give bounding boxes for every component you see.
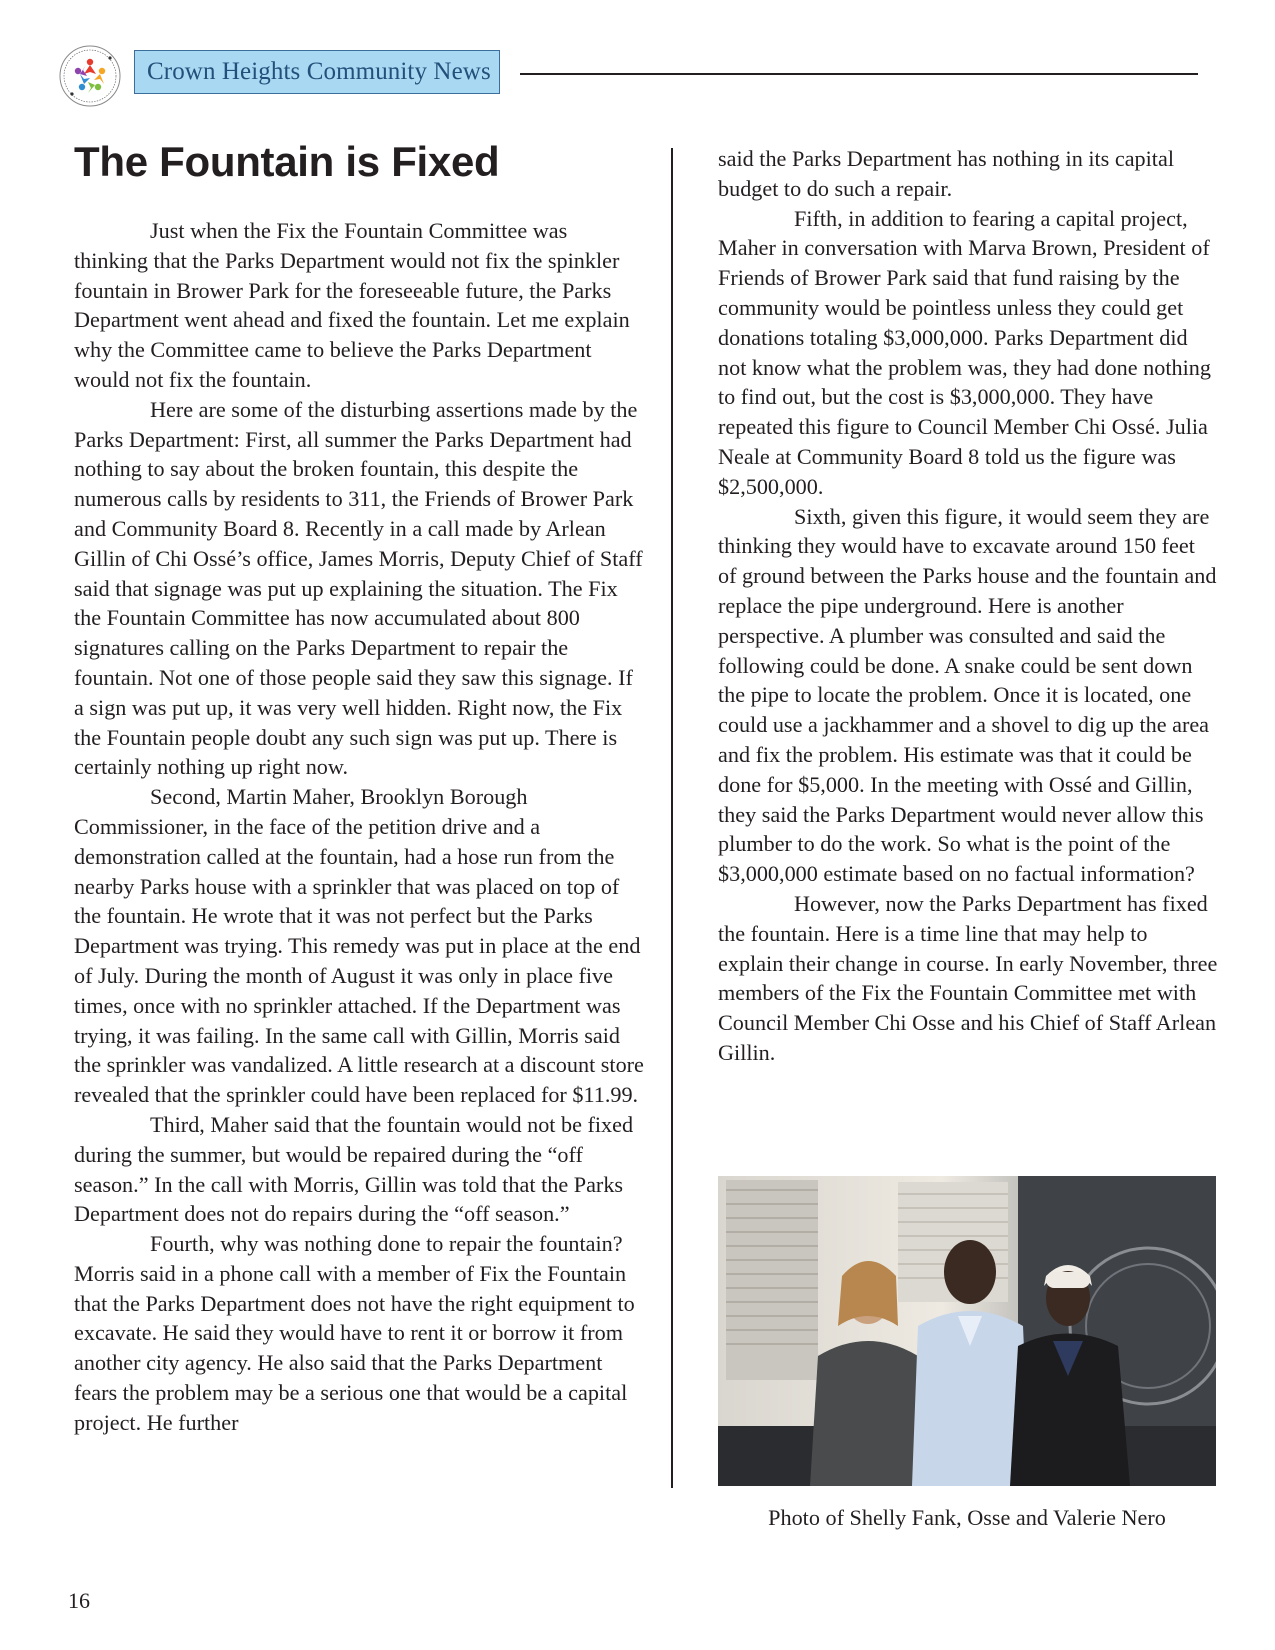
paragraph: Third, Maher said that the fountain would not be fixed during the summer, but would be repaired during the “off season.” In the call with Morris, Gillin was told that the Parks Department does not do repairs during the “off season.” xyxy=(74,1111,634,1227)
article-column-right xyxy=(718,144,1218,1068)
organization-logo xyxy=(58,44,122,108)
page-number: 16 xyxy=(68,1588,90,1613)
article-column-left xyxy=(74,216,646,1438)
paragraph: Fourth, why was nothing done to repair the fountain? Morris said in a phone call with a member of Fix the Fountain that the Parks Department does not have the right equipment to excavate. He said they would have to rent it or borrow it from another city agency. He also said that the Parks Department fears the problem may be a serious one that would be a capital project. He further xyxy=(74,1231,635,1435)
paragraph: Fifth, in addition to fearing a capital project, Maher in conversation with Marva Brown, President of Friends of Brower Park said that fund raising by the community would be pointless unless they could get donations totaling $3,000,000. Parks Department did not know what the problem was, they had done nothing to find out, but the cost is $3,000,000. They have repeated this figure to Council Member Chi Ossé. Julia Neale at Community Board 8 told us the figure was $2,500,000. xyxy=(718,205,1211,499)
paragraph: However, now the Parks Department has fixed the fountain. Here is a time line that may help to explain their change in course. In early November, three members of the Fix the Fountain Committee met with Council Member Chi Osse and his Chief of Staff Arlean Gillin. xyxy=(718,890,1218,1065)
paragraph: Just when the Fix the Fountain Committee was thinking that the Parks Department would not fix the spinkler fountain in Brower Park for the foreseeable future, the Parks Department went ahead and fixed the fountain. Let me explain why the Committee came to believe the Parks Department would not fix the fountain. xyxy=(74,218,630,392)
paragraph: Here are some of the disturbing assertions made by the Parks Department: First, all summer the Parks Department had nothing to say about the broken fountain, this despite the numerous calls by residents to 311, the Friends of Brower Park and Community Board 8. Recently in a call made by Arlean Gillin of Chi Ossé’s office, James Morris, Deputy Chief of Staff said that signage was put up explaining the situation. The Fix the Fountain Committee has now accumulated about 800 signatures calling on the Parks Department to repair the fountain. Not one of those people said they saw this signage. If a sign was put up, it was very well hidden. Right now, the Fix the Fountain people doubt any such sign was put up. There is certainly nothing up right now. xyxy=(74,396,643,780)
paragraph: Second, Martin Maher, Brooklyn Borough Commissioner, in the face of the petition drive and a demonstration called at the fountain, had a hose run from the nearby Parks house with a sprinkler that was placed on top of the fountain. He wrote that it was not perfect but the Parks Department was trying. This remedy was put in place at the end of July. During the month of August it was only in place five times, once with no sprinkler attached. If the Department was trying, it was failing. In the same call with Gillin, Morris said the sprinkler was vandalized. A little research at a discount store revealed that the sprinkler could have been replaced for $11.99. xyxy=(74,784,644,1108)
publication-name: Crown Heights Community News xyxy=(147,58,491,85)
header-rule xyxy=(520,73,1198,75)
paragraph: said the Parks Department has nothing in its capital budget to do such a repair. xyxy=(718,146,1174,201)
photo-caption: Photo of Shelly Fank, Osse and Valerie Nero xyxy=(768,1505,1166,1530)
meeting-photo xyxy=(718,1176,1216,1486)
article-title: The Fountain is Fixed xyxy=(74,138,500,185)
paragraph: Sixth, given this figure, it would seem they are thinking they would have to excavate around 150 feet of ground between the Parks house and the fountain and replace the pipe underground. Here is another perspective. A plumber was consulted and said the following could be done. A snake could be sent down the pipe to locate the problem. Once it is located, one could use a jackhammer and a shovel to dig up the area and fix the problem. His estimate was that it could be done for $5,000. In the meeting with Ossé and Gillin, they said the Parks Department would never allow this plumber to do the work. So what is the point of the $3,000,000 estimate based on no factual information? xyxy=(718,503,1217,887)
masthead xyxy=(134,50,500,94)
column-divider xyxy=(671,148,673,1488)
